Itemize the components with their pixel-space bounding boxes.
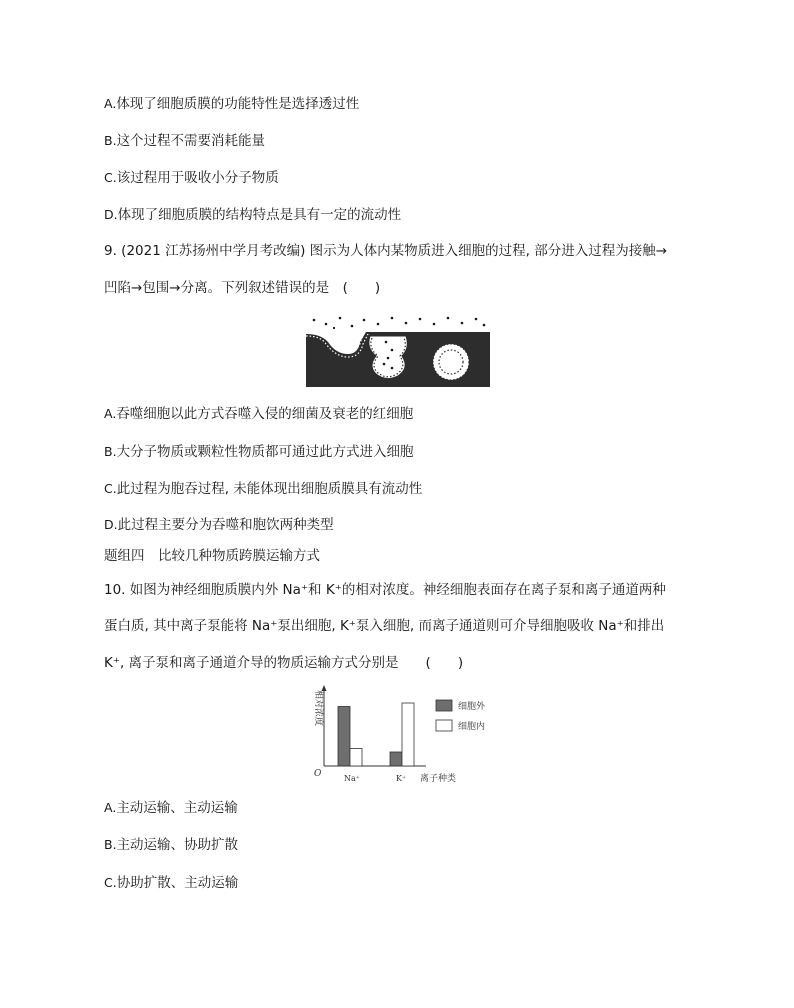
q10-option-b <box>104 836 238 854</box>
legend-swatch-inside <box>436 720 452 731</box>
ion-concentration-chart <box>308 684 508 786</box>
q10-stem-line-2: 蛋白质, 其中离子泵能将 Na⁺泵出细胞, K⁺泵入细胞, 而离子通道则可介导细胞吸收 Na⁺和排出 <box>104 618 665 634</box>
q8-option-c <box>104 169 279 187</box>
option-text: 大分子物质或颗粒性物质都可通过此方式进入细胞 <box>116 444 414 460</box>
option-text: 主动运输、主动运输 <box>116 800 238 816</box>
q10-stem-line-1: 10. 如图为神经细胞质膜内外 Na⁺和 K⁺的相对浓度。神经细胞表面存在离子泵和离子通道两种 <box>104 582 666 598</box>
q10-stem-line-3: K⁺, 离子泵和离子通道介导的物质运输方式分别是 ( ) <box>104 655 464 671</box>
option-letter: C. <box>104 170 117 185</box>
q9-option-c <box>104 480 422 498</box>
endocytosis-figure <box>306 314 490 387</box>
tick-label-k: K⁺ <box>396 774 407 783</box>
q10-option-a <box>104 799 238 817</box>
q8-option-d <box>104 206 401 224</box>
q10-option-c <box>104 874 238 892</box>
bar-inside-k <box>402 703 414 766</box>
option-text: 体现了细胞质膜的结构特点是具有一定的流动性 <box>117 207 402 223</box>
bar-inside-na <box>350 749 362 767</box>
q8-option-a <box>104 95 359 113</box>
legend-label-outside: 细胞外 <box>458 702 486 712</box>
option-letter: B. <box>104 444 117 459</box>
bar-outside-k <box>390 752 402 766</box>
legend-swatch-outside <box>436 700 452 711</box>
option-letter: D. <box>104 517 118 532</box>
option-text: 这个过程不需要消耗能量 <box>116 133 266 149</box>
option-letter: C. <box>104 875 117 890</box>
group-heading: 题组四 比较几种物质跨膜运输方式 <box>104 548 320 564</box>
q8-option-b <box>104 132 265 150</box>
option-letter: A. <box>104 406 117 421</box>
tick-label-na: Na⁺ <box>344 774 360 783</box>
q9-option-d <box>104 516 334 534</box>
option-letter: A. <box>104 800 117 815</box>
q9-stem-line-2: 凹陷→包围→分离。下列叙述错误的是 ( ) <box>104 280 381 296</box>
option-text: 协助扩散、主动运输 <box>116 875 239 891</box>
option-text: 主动运输、协助扩散 <box>116 837 239 853</box>
q9-stem-line-1: 9. (2021 江苏扬州中学月考改编) 图示为人体内某物质进入细胞的过程, 部分进入过程为接触→ <box>104 243 668 259</box>
legend-label-inside: 细胞内 <box>458 722 486 732</box>
bar-outside-na <box>338 707 350 767</box>
option-letter: D. <box>104 207 118 222</box>
option-text: 该过程用于吸收小分子物质 <box>116 170 279 186</box>
option-text: 此过程为胞吞过程, 未能体现出细胞质膜具有流动性 <box>116 481 423 497</box>
option-letter: A. <box>104 96 117 111</box>
option-text: 此过程主要分为吞噬和胞饮两种类型 <box>117 517 334 533</box>
option-letter: B. <box>104 837 117 852</box>
q9-option-a <box>104 405 413 423</box>
option-letter: B. <box>104 133 117 148</box>
origin-label: O <box>314 769 322 779</box>
y-axis-label: 相对浓度 <box>313 690 323 727</box>
x-axis-label: 离子种类 <box>420 774 457 784</box>
option-text: 体现了细胞质膜的功能特性是选择透过性 <box>116 96 360 112</box>
option-text: 吞噬细胞以此方式吞噬入侵的细菌及衰老的红细胞 <box>116 406 414 422</box>
option-letter: C. <box>104 481 117 496</box>
q9-option-b <box>104 443 414 461</box>
